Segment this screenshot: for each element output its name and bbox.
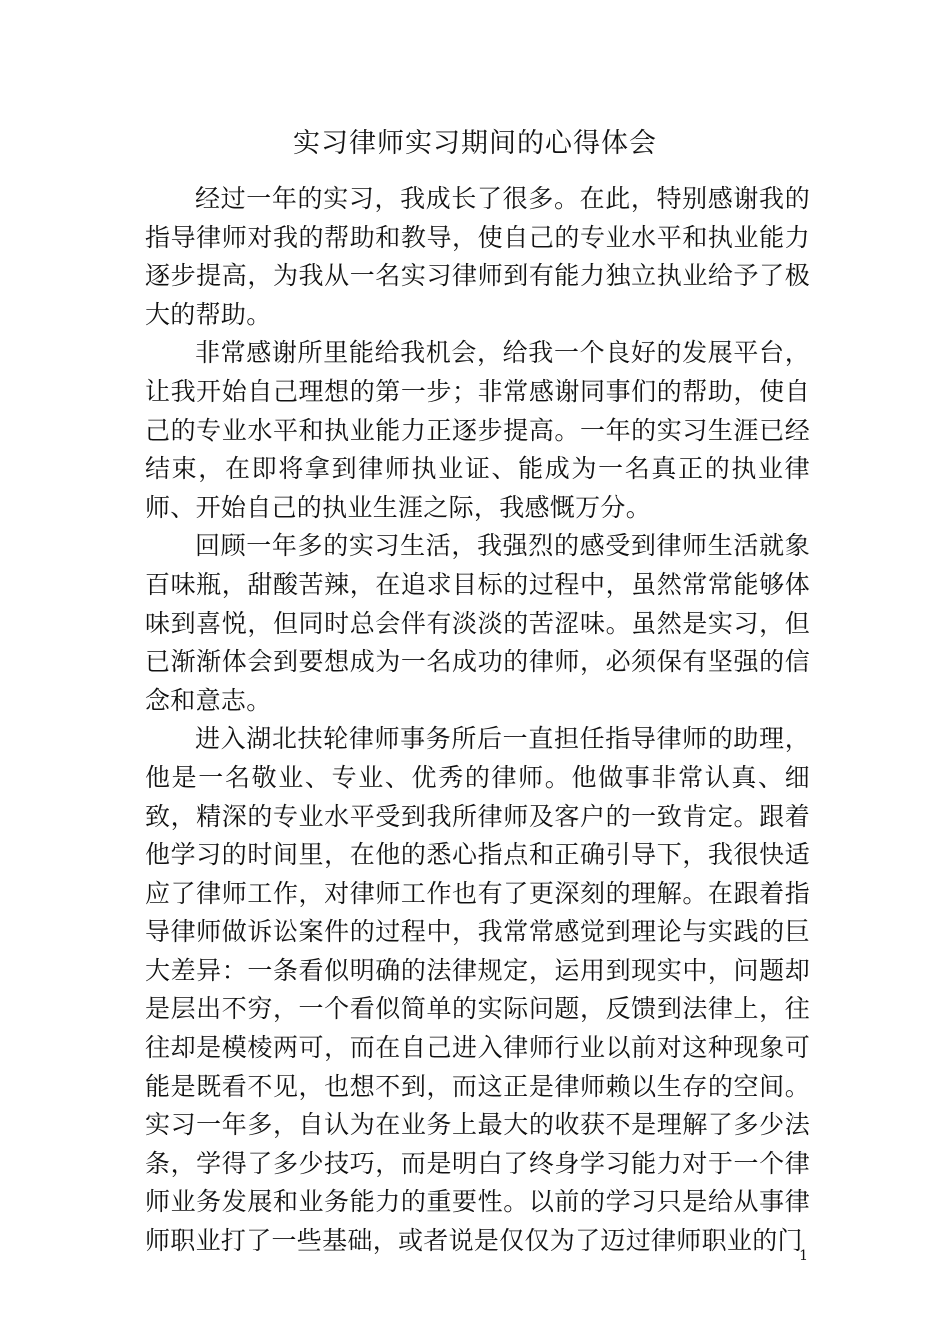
paragraph-3: 回顾一年多的实习生活，我强烈的感受到律师生活就象百味瓶，甜酸苦辣，在追求目标的过程中，虽然常常能够体味到喜悦，但同时总会伴有淡淡的苦涩味。虽然是实习，但已渐渐体会到要想成为一名成功的律师，必须保有坚强的信念和意志。 — [145, 531, 810, 715]
page-number: 1 — [799, 1248, 808, 1264]
paragraph-1: 经过一年的实习，我成长了很多。在此，特别感谢我的指导律师对我的帮助和教导，使自己的专业水平和执业能力逐步提高，为我从一名实习律师到有能力独立执业给予了极大的帮助。 — [145, 184, 810, 329]
paragraph-4: 进入湖北扶轮律师事务所后一直担任指导律师的助理，他是一名敬业、专业、优秀的律师。他做事非常认真、细致，精深的专业水平受到我所律师及客户的一致肯定。跟着他学习的时间里，在他的悉心指点和正确引导下，我很快适应了律师工作，对律师工作也有了更深刻的理解。在跟着指导律师做诉讼案件的过程中，我常常感觉到理论与实践的巨大差异：一条看似明确的法律规定，运用到现实中，问题却是层出不穷，一个看似简单的实际问题，反馈到法律上，往往却是模棱两可，而在自己进入律师行业以前对这种现象可能是既看不见，也想不到，而这正是律师赖以生存的空间。实习一年多，自认为在业务上最大的收获不是理解了多少法条，学得了多少技巧，而是明白了终身学习能力对于一个律师业务发展和业务能力的重要性。以前的学习只是给从事律师职业打了一些基础，或者说是仅仅为了迈过律师职业的门 — [145, 724, 810, 1256]
document-body — [145, 180, 810, 1261]
document-title: 实习律师实习期间的心得体会 — [293, 128, 657, 159]
paragraph-2: 非常感谢所里能给我机会，给我一个良好的发展平台，让我开始自己理想的第一步；非常感谢同事们的帮助，使自己的专业水平和执业能力正逐步提高。一年的实习生涯已经结束，在即将拿到律师执业证、能成为一名真正的执业律师、开始自己的执业生涯之际，我感慨万分。 — [145, 338, 810, 522]
